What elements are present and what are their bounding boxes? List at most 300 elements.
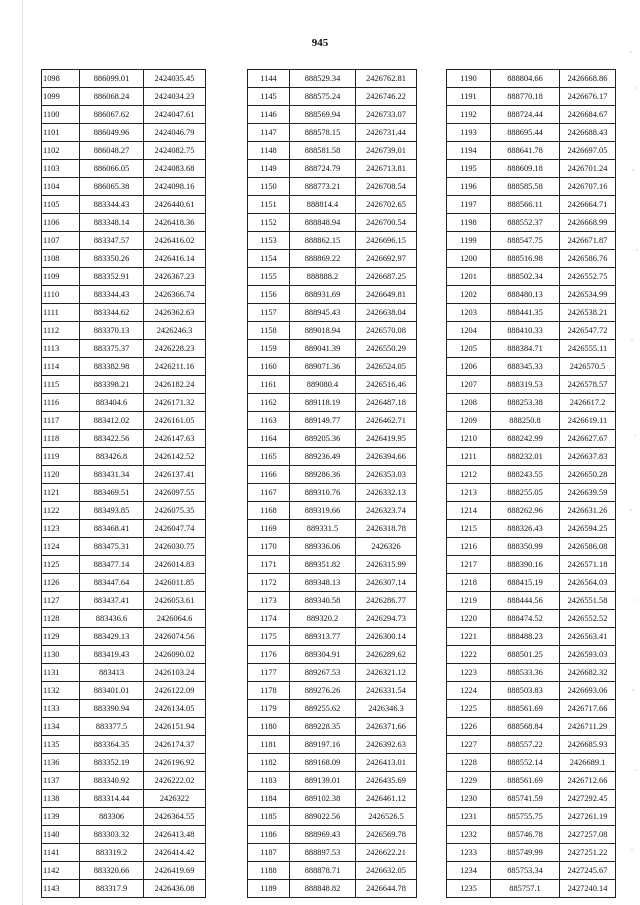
point-id-cell: 1124 xyxy=(42,538,80,556)
point-id-cell: 1172 xyxy=(248,574,290,592)
y-coordinate-cell: 2426413.48 xyxy=(144,826,206,844)
x-coordinate-cell: 883382.98 xyxy=(80,358,144,376)
x-coordinate-cell: 888326.43 xyxy=(491,520,560,538)
x-coordinate-cell: 883437.41 xyxy=(80,592,144,610)
table-row xyxy=(447,520,616,538)
y-coordinate-cell: 2426638.04 xyxy=(356,304,417,322)
table-row xyxy=(42,214,206,232)
table-row xyxy=(248,574,417,592)
x-coordinate-cell: 889313.77 xyxy=(290,628,356,646)
y-coordinate-cell: 2426551.58 xyxy=(560,592,616,610)
point-id-cell: 1126 xyxy=(42,574,80,592)
x-coordinate-cell: 883412.02 xyxy=(80,412,144,430)
y-coordinate-cell: 2426692.97 xyxy=(356,250,417,268)
table-row xyxy=(447,610,616,628)
point-id-cell: 1219 xyxy=(447,592,491,610)
point-id-cell: 1206 xyxy=(447,358,491,376)
point-id-cell: 1177 xyxy=(248,664,290,682)
point-id-cell: 1157 xyxy=(248,304,290,322)
point-id-cell: 1189 xyxy=(248,880,290,898)
point-id-cell: 1149 xyxy=(248,160,290,178)
y-coordinate-cell: 2426701.24 xyxy=(560,160,616,178)
table-row xyxy=(248,106,417,124)
x-coordinate-cell: 886067.62 xyxy=(80,106,144,124)
x-coordinate-cell: 883468.41 xyxy=(80,520,144,538)
y-coordinate-cell: 2426346.3 xyxy=(356,700,417,718)
y-coordinate-cell: 2426300.14 xyxy=(356,628,417,646)
table-row xyxy=(447,304,616,322)
x-coordinate-cell: 889228.35 xyxy=(290,718,356,736)
y-coordinate-cell: 2426594.25 xyxy=(560,520,616,538)
table-row xyxy=(42,394,206,412)
x-coordinate-cell: 888969.43 xyxy=(290,826,356,844)
y-coordinate-cell: 2426392.63 xyxy=(356,736,417,754)
point-id-cell: 1111 xyxy=(42,304,80,322)
y-coordinate-cell: 2426294.73 xyxy=(356,610,417,628)
x-coordinate-cell: 889286.36 xyxy=(290,466,356,484)
table-row xyxy=(248,340,417,358)
table-row xyxy=(248,214,417,232)
point-id-cell: 1186 xyxy=(248,826,290,844)
coordinate-table-left xyxy=(41,69,206,898)
x-coordinate-cell: 883350.26 xyxy=(80,250,144,268)
y-coordinate-cell: 2426617.2 xyxy=(560,394,616,412)
y-coordinate-cell: 2426526.5 xyxy=(356,808,417,826)
y-coordinate-cell: 2424098.16 xyxy=(144,178,206,196)
table-row xyxy=(42,718,206,736)
y-coordinate-cell: 2426353.03 xyxy=(356,466,417,484)
x-coordinate-cell: 889276.26 xyxy=(290,682,356,700)
x-coordinate-cell: 889351.82 xyxy=(290,556,356,574)
table-row xyxy=(42,664,206,682)
x-coordinate-cell: 883314.44 xyxy=(80,790,144,808)
y-coordinate-cell: 2426222.02 xyxy=(144,772,206,790)
point-id-cell: 1122 xyxy=(42,502,80,520)
y-coordinate-cell: 2426711.29 xyxy=(560,718,616,736)
table-row xyxy=(42,808,206,826)
table-row xyxy=(447,340,616,358)
x-coordinate-cell: 883319.2 xyxy=(80,844,144,862)
point-id-cell: 1132 xyxy=(42,682,80,700)
table-row xyxy=(248,592,417,610)
point-id-cell: 1207 xyxy=(447,376,491,394)
table-row xyxy=(42,412,206,430)
y-coordinate-cell: 2426315.99 xyxy=(356,556,417,574)
x-coordinate-cell: 888724.79 xyxy=(290,160,356,178)
point-id-cell: 1141 xyxy=(42,844,80,862)
point-id-cell: 1222 xyxy=(447,646,491,664)
table-row xyxy=(447,844,616,862)
table-row xyxy=(248,412,417,430)
point-id-cell: 1230 xyxy=(447,790,491,808)
x-coordinate-cell: 883404.6 xyxy=(80,394,144,412)
point-id-cell: 1198 xyxy=(447,214,491,232)
x-coordinate-cell: 888345.33 xyxy=(491,358,560,376)
point-id-cell: 1228 xyxy=(447,754,491,772)
y-coordinate-cell: 2426462.71 xyxy=(356,412,417,430)
table-row xyxy=(42,250,206,268)
y-coordinate-cell: 2424047.61 xyxy=(144,106,206,124)
y-coordinate-cell: 2426622.21 xyxy=(356,844,417,862)
x-coordinate-cell: 888724.44 xyxy=(491,106,560,124)
x-coordinate-cell: 888814.4 xyxy=(290,196,356,214)
point-id-cell: 1152 xyxy=(248,214,290,232)
table-row xyxy=(248,430,417,448)
x-coordinate-cell: 888609.18 xyxy=(491,160,560,178)
y-coordinate-cell: 2426516.46 xyxy=(356,376,417,394)
y-coordinate-cell: 2426650.28 xyxy=(560,466,616,484)
table-row xyxy=(42,376,206,394)
table-row xyxy=(248,700,417,718)
table-row xyxy=(447,538,616,556)
y-coordinate-cell: 2426702.65 xyxy=(356,196,417,214)
point-id-cell: 1145 xyxy=(248,88,290,106)
point-id-cell: 1179 xyxy=(248,700,290,718)
y-coordinate-cell: 2426161.05 xyxy=(144,412,206,430)
point-id-cell: 1168 xyxy=(248,502,290,520)
table-row xyxy=(447,682,616,700)
x-coordinate-cell: 883419.43 xyxy=(80,646,144,664)
point-id-cell: 1098 xyxy=(42,70,80,88)
x-coordinate-cell: 889255.62 xyxy=(290,700,356,718)
x-coordinate-cell: 888415.19 xyxy=(491,574,560,592)
point-id-cell: 1178 xyxy=(248,682,290,700)
y-coordinate-cell: 2424046.79 xyxy=(144,124,206,142)
table-row xyxy=(42,754,206,772)
y-coordinate-cell: 2426030.75 xyxy=(144,538,206,556)
point-id-cell: 1171 xyxy=(248,556,290,574)
table-row xyxy=(248,736,417,754)
point-id-cell: 1133 xyxy=(42,700,80,718)
table-row xyxy=(447,232,616,250)
x-coordinate-cell: 883317.9 xyxy=(80,880,144,898)
point-id-cell: 1105 xyxy=(42,196,80,214)
y-coordinate-cell: 2426671.87 xyxy=(560,232,616,250)
table-row xyxy=(42,538,206,556)
table-row xyxy=(42,124,206,142)
point-id-cell: 1193 xyxy=(447,124,491,142)
point-id-cell: 1156 xyxy=(248,286,290,304)
table-row xyxy=(42,448,206,466)
table-row xyxy=(447,790,616,808)
y-coordinate-cell: 2427257.08 xyxy=(560,826,616,844)
table-row xyxy=(248,322,417,340)
point-id-cell: 1161 xyxy=(248,376,290,394)
y-coordinate-cell: 2426307.14 xyxy=(356,574,417,592)
x-coordinate-cell: 888897.53 xyxy=(290,844,356,862)
point-id-cell: 1099 xyxy=(42,88,80,106)
y-coordinate-cell: 2426619.11 xyxy=(560,412,616,430)
y-coordinate-cell: 2427251.22 xyxy=(560,844,616,862)
point-id-cell: 1200 xyxy=(447,250,491,268)
x-coordinate-cell: 888862.15 xyxy=(290,232,356,250)
y-coordinate-cell: 2426684.67 xyxy=(560,106,616,124)
y-coordinate-cell: 2426564.03 xyxy=(560,574,616,592)
point-id-cell: 1231 xyxy=(447,808,491,826)
table-row xyxy=(447,322,616,340)
point-id-cell: 1213 xyxy=(447,484,491,502)
point-id-cell: 1220 xyxy=(447,610,491,628)
table-row xyxy=(248,484,417,502)
point-id-cell: 1170 xyxy=(248,538,290,556)
table-row xyxy=(248,142,417,160)
point-id-cell: 1155 xyxy=(248,268,290,286)
x-coordinate-cell: 889041.39 xyxy=(290,340,356,358)
table-row xyxy=(447,268,616,286)
point-id-cell: 1134 xyxy=(42,718,80,736)
x-coordinate-cell: 885741.59 xyxy=(491,790,560,808)
point-id-cell: 1216 xyxy=(447,538,491,556)
table-row xyxy=(248,376,417,394)
point-id-cell: 1175 xyxy=(248,628,290,646)
x-coordinate-cell: 888243.55 xyxy=(491,466,560,484)
table-row xyxy=(42,610,206,628)
coordinate-table-middle xyxy=(247,69,417,898)
y-coordinate-cell: 2426322 xyxy=(144,790,206,808)
x-coordinate-cell: 883431.34 xyxy=(80,466,144,484)
point-id-cell: 1218 xyxy=(447,574,491,592)
x-coordinate-cell: 888232.01 xyxy=(491,448,560,466)
table-row xyxy=(248,250,417,268)
y-coordinate-cell: 2426563.41 xyxy=(560,628,616,646)
table-row xyxy=(447,178,616,196)
x-coordinate-cell: 883340.92 xyxy=(80,772,144,790)
point-id-cell: 1107 xyxy=(42,232,80,250)
point-id-cell: 1217 xyxy=(447,556,491,574)
y-coordinate-cell: 2426318.78 xyxy=(356,520,417,538)
table-row xyxy=(447,196,616,214)
x-coordinate-cell: 889102.38 xyxy=(290,790,356,808)
table-row xyxy=(42,304,206,322)
y-coordinate-cell: 2426074.56 xyxy=(144,628,206,646)
point-id-cell: 1212 xyxy=(447,466,491,484)
y-coordinate-cell: 2427292.45 xyxy=(560,790,616,808)
x-coordinate-cell: 888262.96 xyxy=(491,502,560,520)
y-coordinate-cell: 2426649.81 xyxy=(356,286,417,304)
point-id-cell: 1146 xyxy=(248,106,290,124)
point-id-cell: 1215 xyxy=(447,520,491,538)
x-coordinate-cell: 883429.13 xyxy=(80,628,144,646)
x-coordinate-cell: 888552.14 xyxy=(491,754,560,772)
x-coordinate-cell: 889331.5 xyxy=(290,520,356,538)
point-id-cell: 1233 xyxy=(447,844,491,862)
y-coordinate-cell: 2426570.08 xyxy=(356,322,417,340)
table-row xyxy=(42,592,206,610)
x-coordinate-cell: 885749.99 xyxy=(491,844,560,862)
table-row xyxy=(447,124,616,142)
x-coordinate-cell: 883306 xyxy=(80,808,144,826)
table-row xyxy=(42,70,206,88)
x-coordinate-cell: 888848.94 xyxy=(290,214,356,232)
point-id-cell: 1138 xyxy=(42,790,80,808)
point-id-cell: 1151 xyxy=(248,196,290,214)
table-row xyxy=(248,70,417,88)
table-row xyxy=(447,502,616,520)
point-id-cell: 1173 xyxy=(248,592,290,610)
point-id-cell: 1135 xyxy=(42,736,80,754)
table-row xyxy=(447,556,616,574)
table-row xyxy=(447,160,616,178)
table-row xyxy=(447,772,616,790)
table-row xyxy=(42,826,206,844)
y-coordinate-cell: 2426064.6 xyxy=(144,610,206,628)
x-coordinate-cell: 883469.51 xyxy=(80,484,144,502)
y-coordinate-cell: 2426419.95 xyxy=(356,430,417,448)
table-row xyxy=(447,412,616,430)
point-id-cell: 1188 xyxy=(248,862,290,880)
y-coordinate-cell: 2426321.12 xyxy=(356,664,417,682)
x-coordinate-cell: 883390.94 xyxy=(80,700,144,718)
point-id-cell: 1142 xyxy=(42,862,80,880)
table-row xyxy=(447,574,616,592)
table-row xyxy=(42,160,206,178)
y-coordinate-cell: 2427245.67 xyxy=(560,862,616,880)
y-coordinate-cell: 2426366.74 xyxy=(144,286,206,304)
y-coordinate-cell: 2426739.01 xyxy=(356,142,417,160)
y-coordinate-cell: 2426571.18 xyxy=(560,556,616,574)
y-coordinate-cell: 2426713.81 xyxy=(356,160,417,178)
x-coordinate-cell: 883377.5 xyxy=(80,718,144,736)
point-id-cell: 1154 xyxy=(248,250,290,268)
table-row xyxy=(248,232,417,250)
point-id-cell: 1180 xyxy=(248,718,290,736)
x-coordinate-cell: 888804.66 xyxy=(491,70,560,88)
point-id-cell: 1176 xyxy=(248,646,290,664)
table-row xyxy=(248,754,417,772)
table-row xyxy=(42,106,206,124)
x-coordinate-cell: 883303.32 xyxy=(80,826,144,844)
y-coordinate-cell: 2426570.5 xyxy=(560,358,616,376)
x-coordinate-cell: 889319.66 xyxy=(290,502,356,520)
x-coordinate-cell: 889348.13 xyxy=(290,574,356,592)
point-id-cell: 1119 xyxy=(42,448,80,466)
point-id-cell: 1191 xyxy=(447,88,491,106)
y-coordinate-cell: 2424083.68 xyxy=(144,160,206,178)
x-coordinate-cell: 883398.21 xyxy=(80,376,144,394)
table-row xyxy=(42,646,206,664)
y-coordinate-cell: 2426394.66 xyxy=(356,448,417,466)
table-row xyxy=(447,718,616,736)
table-row xyxy=(42,466,206,484)
x-coordinate-cell: 888888.2 xyxy=(290,268,356,286)
y-coordinate-cell: 2426487.18 xyxy=(356,394,417,412)
x-coordinate-cell: 888641.78 xyxy=(491,142,560,160)
table-row xyxy=(42,88,206,106)
x-coordinate-cell: 885755.75 xyxy=(491,808,560,826)
point-id-cell: 1165 xyxy=(248,448,290,466)
point-id-cell: 1130 xyxy=(42,646,80,664)
y-coordinate-cell: 2426746.22 xyxy=(356,88,417,106)
table-row xyxy=(447,88,616,106)
table-row xyxy=(42,574,206,592)
x-coordinate-cell: 883348.14 xyxy=(80,214,144,232)
point-id-cell: 1117 xyxy=(42,412,80,430)
y-coordinate-cell: 2426586.76 xyxy=(560,250,616,268)
point-id-cell: 1182 xyxy=(248,754,290,772)
point-id-cell: 1116 xyxy=(42,394,80,412)
point-id-cell: 1129 xyxy=(42,628,80,646)
point-id-cell: 1150 xyxy=(248,178,290,196)
y-coordinate-cell: 2426627.67 xyxy=(560,430,616,448)
y-coordinate-cell: 2426137.41 xyxy=(144,466,206,484)
y-coordinate-cell: 2426196.92 xyxy=(144,754,206,772)
point-id-cell: 1123 xyxy=(42,520,80,538)
point-id-cell: 1221 xyxy=(447,628,491,646)
x-coordinate-cell: 885757.1 xyxy=(491,880,560,898)
table-row xyxy=(248,664,417,682)
point-id-cell: 1202 xyxy=(447,286,491,304)
y-coordinate-cell: 2426440.61 xyxy=(144,196,206,214)
table-row xyxy=(42,430,206,448)
x-coordinate-cell: 888848.82 xyxy=(290,880,356,898)
y-coordinate-cell: 2426708.54 xyxy=(356,178,417,196)
x-coordinate-cell: 883344.62 xyxy=(80,304,144,322)
x-coordinate-cell: 888503.83 xyxy=(491,682,560,700)
table-row xyxy=(447,736,616,754)
y-coordinate-cell: 2426733.07 xyxy=(356,106,417,124)
x-coordinate-cell: 888474.52 xyxy=(491,610,560,628)
x-coordinate-cell: 888410.33 xyxy=(491,322,560,340)
x-coordinate-cell: 888250.8 xyxy=(491,412,560,430)
table-row xyxy=(447,394,616,412)
table-row xyxy=(447,430,616,448)
y-coordinate-cell: 2426435.69 xyxy=(356,772,417,790)
table-row xyxy=(248,556,417,574)
x-coordinate-cell: 886066.05 xyxy=(80,160,144,178)
y-coordinate-cell: 2426331.54 xyxy=(356,682,417,700)
point-id-cell: 1140 xyxy=(42,826,80,844)
y-coordinate-cell: 2426418.36 xyxy=(144,214,206,232)
x-coordinate-cell: 888561.69 xyxy=(491,772,560,790)
table-row xyxy=(248,538,417,556)
y-coordinate-cell: 2426151.94 xyxy=(144,718,206,736)
y-coordinate-cell: 2426362.63 xyxy=(144,304,206,322)
table-row xyxy=(447,106,616,124)
y-coordinate-cell: 2426639.59 xyxy=(560,484,616,502)
x-coordinate-cell: 883477.14 xyxy=(80,556,144,574)
x-coordinate-cell: 888516.98 xyxy=(491,250,560,268)
table-row xyxy=(447,880,616,898)
x-coordinate-cell: 883370.13 xyxy=(80,322,144,340)
point-id-cell: 1101 xyxy=(42,124,80,142)
point-id-cell: 1143 xyxy=(42,880,80,898)
y-coordinate-cell: 2426593.03 xyxy=(560,646,616,664)
x-coordinate-cell: 889340.58 xyxy=(290,592,356,610)
y-coordinate-cell: 2426371.66 xyxy=(356,718,417,736)
x-coordinate-cell: 888444.56 xyxy=(491,592,560,610)
table-row xyxy=(248,880,417,898)
y-coordinate-cell: 2426367.23 xyxy=(144,268,206,286)
point-id-cell: 1211 xyxy=(447,448,491,466)
x-coordinate-cell: 888350.99 xyxy=(491,538,560,556)
scan-margin-line xyxy=(22,0,23,905)
table-row xyxy=(42,700,206,718)
x-coordinate-cell: 886048.27 xyxy=(80,142,144,160)
x-coordinate-cell: 888557.22 xyxy=(491,736,560,754)
point-id-cell: 1187 xyxy=(248,844,290,862)
x-coordinate-cell: 888480.13 xyxy=(491,286,560,304)
table-row xyxy=(248,286,417,304)
y-coordinate-cell: 2426332.13 xyxy=(356,484,417,502)
x-coordinate-cell: 885746.78 xyxy=(491,826,560,844)
x-coordinate-cell: 888533.36 xyxy=(491,664,560,682)
table-row xyxy=(42,322,206,340)
table-row xyxy=(447,754,616,772)
y-coordinate-cell: 2426550.29 xyxy=(356,340,417,358)
x-coordinate-cell: 888488.23 xyxy=(491,628,560,646)
y-coordinate-cell: 2426142.52 xyxy=(144,448,206,466)
y-coordinate-cell: 2426289.62 xyxy=(356,646,417,664)
